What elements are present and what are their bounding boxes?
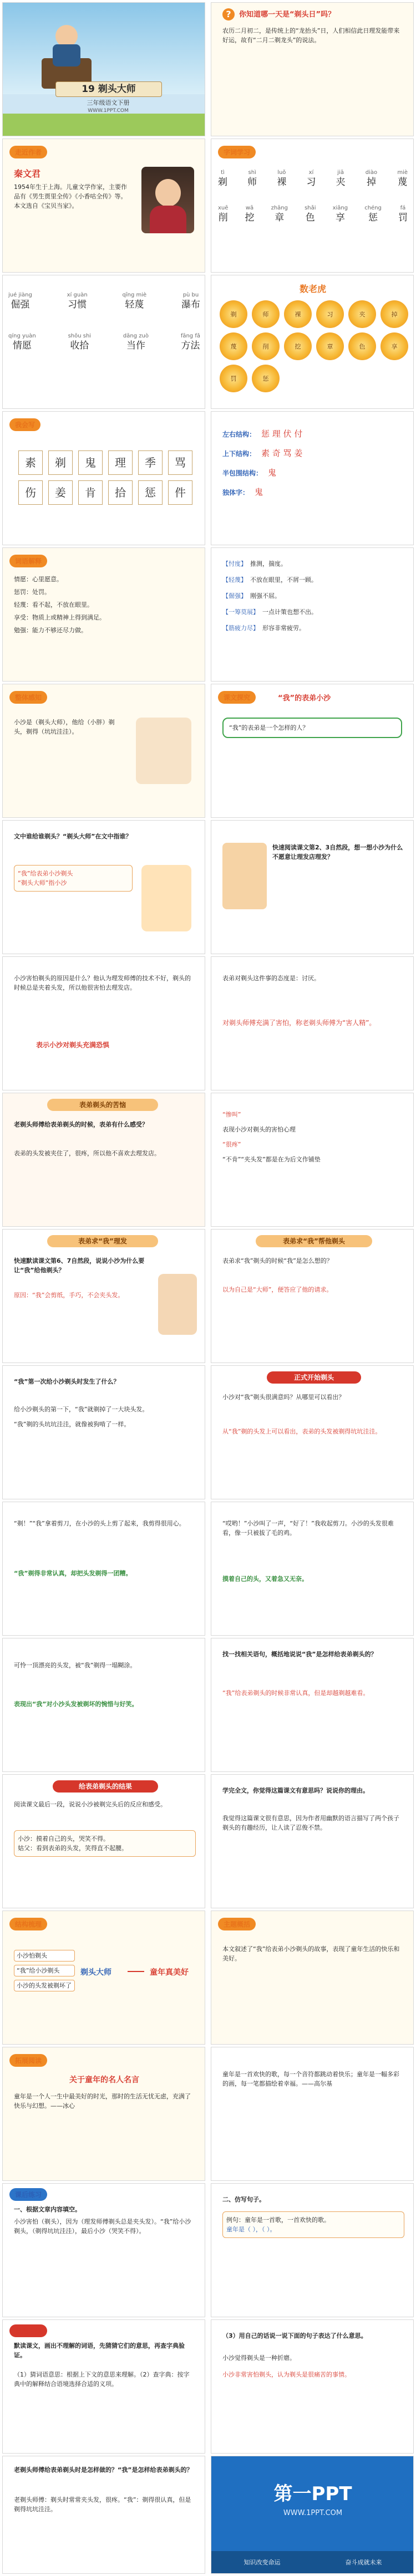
quote-text: 童年是一个人一生中最美好的时光，那时的生活无忧无虑，充满了快乐与幻想。——冰心 (14, 2093, 191, 2109)
term-label: 【忖度】 (222, 560, 247, 567)
tiger-grid (220, 300, 408, 392)
overview-text: 小沙是（剃头大师），他给（小胖）剃头，剃得（坑坑洼洼）。 (14, 719, 115, 735)
term-definition: 一点计策也想不出。 (262, 608, 317, 616)
slide-35-homework[interactable] (2, 2319, 205, 2454)
slide-37-compare[interactable] (2, 2456, 205, 2574)
hanzi: 瀑布 (181, 299, 200, 310)
word-cell (68, 333, 92, 352)
slide-34-imitate[interactable] (211, 2183, 414, 2317)
pinyin: xuē (218, 205, 229, 211)
write-tile: 季 (138, 450, 163, 475)
question-text: 老剃头师傅给表弟剃头时是怎样做的？“我”是怎样给表弟剃头的？ (14, 2466, 193, 2473)
answer-text: 表示小沙对剃头充满恐惧 (36, 1041, 110, 1049)
answer-text: 以为自己是“大师”，便答应了他的请求。 (222, 1286, 333, 1293)
character-row (218, 205, 408, 224)
section-header: “我”的表弟小沙 (278, 694, 331, 703)
tiger-flower[interactable]: 习 (316, 300, 344, 328)
answer-text: “我”给表弟剃头的时候非常认真，但是却越剃越难看。 (222, 1689, 369, 1697)
arrow-line (128, 1971, 144, 1972)
structure-center: 剃头大师 (80, 1968, 111, 1977)
hanzi: 削 (218, 212, 228, 223)
hanzi: 享 (335, 212, 345, 223)
vocab-item: 勉强：能力不够还尽力做。 (14, 627, 87, 634)
pinyin: fāng fǎ (180, 333, 200, 339)
word-cell (181, 292, 200, 311)
slide-12-explore[interactable] (211, 684, 414, 818)
answer-box (14, 1830, 196, 1857)
passage-text: “剃！”“我”拿着剪刀，在小沙的头上剪了起来，我剪得很用心。 (14, 1520, 185, 1527)
slogan-2: 奋斗成就未来 (345, 2559, 382, 2566)
character-cell (333, 205, 348, 224)
slide-13-who[interactable] (2, 820, 205, 954)
term-row (222, 607, 403, 617)
word-row (8, 292, 200, 311)
answer-text: （1）猜词语意思：根据上下文的意思来理解。（2）查字典：按字典中的解释结合语境选择合适的义项。 (14, 2371, 190, 2388)
character-grid (218, 170, 408, 240)
slide-1-title[interactable] (2, 2, 205, 136)
character-cell (336, 170, 346, 188)
tiger-flower[interactable]: 裸 (284, 300, 312, 328)
answer-2: 姑父：看到表弟的头发，笑得直不起腰。 (18, 1845, 128, 1852)
word-cell (8, 292, 32, 311)
passage-text: 可怜一顶漂亮的头发，被“我”剃得一塌糊涂。 (14, 1662, 136, 1669)
question-text: 小沙对“我”剃头很满意吗？从哪里可以看出？ (222, 1394, 345, 1401)
structure-item: “我”给小沙剃头 (14, 1965, 75, 1976)
slide-3-author[interactable] (2, 139, 205, 273)
tiger-flower[interactable]: 削 (252, 332, 280, 360)
slide-5-words[interactable] (2, 275, 205, 409)
tiger-flower[interactable]: 罚 (220, 365, 247, 392)
section-header: 正式开始剃头 (267, 1371, 361, 1384)
slogan-1: 知识改变命运 (243, 2559, 281, 2566)
example-box (222, 2211, 404, 2238)
author-bio: 1954年生于上海。儿童文学作家，主要作品有《男生贾里全传》《小香咕全传》等。本文选自《宝贝当家》。 (14, 183, 127, 209)
event-list (14, 1405, 195, 1435)
term-label: 【倔强】 (222, 592, 247, 600)
brand-url[interactable]: WWW.1PPT.COM (283, 2509, 343, 2517)
pinyin: miè (397, 170, 408, 176)
hanzi: 掉 (366, 177, 376, 188)
slide-7-write[interactable] (2, 411, 205, 545)
question-heading: 你知道哪一天是“剃头日”吗？ (239, 11, 336, 19)
hanzi: 收拾 (70, 340, 89, 351)
example-text: 例句：童年是一首歌，一首欢快的歌。 (226, 2216, 330, 2224)
question-text: 老剃头师傅给表弟剃头的时候，表弟有什么感受？ (14, 1121, 148, 1128)
slide-19-request[interactable] (2, 1229, 205, 1363)
write-tile: 拾 (108, 480, 133, 505)
character-cell (364, 205, 382, 224)
note-item: 表现小沙对剃头的害怕心理 (222, 1126, 296, 1133)
section-tag: 整体感知 (9, 691, 47, 704)
tiger-flower[interactable]: 挖 (284, 332, 312, 360)
tiger-flower[interactable]: 掉 (381, 300, 408, 328)
hanzi: 当作 (126, 340, 145, 351)
hanzi: 蔑 (398, 177, 408, 188)
hanzi: 夹 (336, 177, 346, 188)
question-text: 默读课文，画出不理解的词语，先猜猜它们的意思，再查字典验证。 (14, 2342, 185, 2359)
boy-illustration (141, 865, 191, 931)
answer-1: “我”给表弟小沙剃头 (18, 870, 73, 877)
character-cell (218, 170, 227, 188)
write-tile: 素 (18, 450, 43, 475)
answer-text: 从“我”剃的头发上可以看出，表弟的头发被剃得坑坑洼洼。 (222, 1428, 382, 1435)
answer-2: “剃头大师”指小沙 (18, 879, 67, 887)
question-text: 表弟求“我”剃头的时候“我”是怎么想的？ (222, 1257, 333, 1264)
slide-subtitle: 三年级语文下册 (87, 99, 130, 106)
word-cell (8, 333, 36, 352)
answer-text: 老剃头师傅：剃头时常常夹头发，很疼。“我”：剃得很认真，但是剃得坑坑洼洼。 (14, 2496, 191, 2513)
slide-11-overview[interactable] (2, 684, 205, 818)
structure-right: 童年真美好 (150, 1968, 189, 1977)
structure-chars: 鬼 (255, 487, 263, 497)
section-tag: 拓展阅读 (9, 2054, 47, 2067)
term-definition: 不放在眼里，不屑一顾。 (250, 576, 317, 583)
term-definition: 推测，揣度。 (250, 560, 287, 567)
question-box: “我”的表弟是一个怎样的人？ (222, 718, 402, 738)
vocab-list (14, 575, 195, 638)
slide-33-exercise[interactable] (2, 2183, 205, 2317)
hanzi: 情愿 (12, 340, 32, 351)
character-cell (245, 205, 255, 224)
write-tile: 剃 (48, 450, 73, 475)
theme-text: 本文叙述了“我”给表弟小沙剃头的故事，表现了童年生活的快乐和美好。 (222, 1945, 400, 1962)
passage-text: 表弟对剃头这件事的态度是：讨厌。 (222, 975, 320, 982)
note-list (222, 1110, 403, 1170)
author-name: 秦文君 (14, 168, 41, 179)
quote-text: 童年是一首欢快的歌，每一个音符都跳动着快乐；童年是一幅多彩的画，每一笔都描绘着幸福。——高尔基 (222, 2071, 399, 2087)
vocab-item: 惩罚：处罚。 (14, 588, 50, 596)
question-text: 二、仿写句子。 (222, 2196, 265, 2203)
section-tag: 词语解释 (9, 555, 47, 567)
note-item: “惨叫” (222, 1111, 241, 1118)
answer-text: 摸着自己的头，又着急又无奈。 (222, 1575, 308, 1583)
boy-illustration (158, 1274, 197, 1335)
section-tag: 字词学习 (218, 146, 256, 158)
hanzi: 习 (306, 177, 316, 188)
slide-28-opinion[interactable] (211, 1774, 414, 1908)
slide-20-help[interactable] (211, 1229, 414, 1363)
slide-36-sentence[interactable] (211, 2319, 414, 2454)
pinyin: jué jiàng (8, 292, 32, 298)
quote-title: 关于童年的名人名言 (69, 2076, 139, 2085)
slide-10-terms[interactable] (211, 547, 414, 682)
tiger-flower[interactable]: 剃 (220, 300, 247, 328)
question-text: （3）用自己的话说一说下面的句子表达了什么意思。 (222, 2332, 367, 2339)
pinyin: xí (308, 170, 314, 176)
character-cell (271, 205, 288, 224)
character-cell (305, 205, 316, 224)
question-text: 快速默读课文第6、7自然段，说说小沙为什么要让“我”给他剃头？ (14, 1257, 145, 1274)
word-grid (8, 292, 200, 374)
slide-title: 19 剃头大师 (55, 81, 162, 97)
word-cell (122, 292, 146, 311)
pinyin: shǎi (305, 205, 316, 211)
structure-chars: 鬼 (268, 468, 277, 478)
character-cell (397, 170, 408, 188)
question-text: 找一找相关语句，概括地说说“我”是怎样给表弟剃头的？ (222, 1651, 377, 1658)
question-text: 阅读课文最后一段，说说小沙被剃完头后的反应和感受。 (14, 1801, 166, 1808)
slide-6-tigers[interactable] (211, 275, 414, 409)
answer-text: 表弟的头发被夹住了，很疼，所以他不喜欢去理发店。 (14, 1150, 160, 1157)
fill-line: 童年是（ ），（ ）。 (226, 2226, 276, 2233)
tiger-flower[interactable]: 章 (316, 332, 344, 360)
write-tile: 件 (168, 480, 192, 505)
kids-illustration (136, 718, 191, 784)
tiger-flower[interactable]: 蔑 (220, 332, 247, 360)
answer-text: “我”剃得非常认真，却把头发剃得一团糟。 (14, 1570, 132, 1577)
section-header: 表弟求“我”理发 (47, 1235, 158, 1247)
section-header: 表弟求“我”帮他剃头 (256, 1235, 372, 1247)
pinyin: luǒ (277, 170, 286, 176)
answer-text: 表现出“我”对小沙头发被剃坏的惋惜与好笑。 (14, 1701, 138, 1708)
write-tile: 肯 (78, 480, 103, 505)
section-tag: 结构梳理 (9, 1918, 47, 1930)
hanzi: 裸 (277, 177, 287, 188)
section-tag: 主题概括 (218, 1918, 256, 1930)
pinyin: jiā (337, 170, 344, 176)
slide-27-result[interactable] (2, 1774, 205, 1908)
structure-label: 独体字： (222, 489, 250, 496)
hanzi: 色 (305, 212, 315, 223)
brand-banner[interactable] (211, 2456, 414, 2574)
note-item: “很疼” (222, 1141, 241, 1148)
passage-text: “哎哟！”小沙叫了一声，“好了！”我收起剪刀。小沙的头发很难看，像一只被拔了毛的鸡。 (222, 1520, 394, 1537)
slide-15-fear[interactable] (2, 956, 205, 1090)
event-item: “我”剃的头坑坑洼洼，就像被狗啃了一样。 (14, 1421, 130, 1428)
vocab-item: 情愿：心里愿意。 (14, 576, 63, 583)
question-text: “我”第一次给小沙剃头时发生了什么？ (14, 1378, 120, 1385)
write-tile: 鬼 (78, 450, 103, 475)
answer-box (14, 865, 133, 892)
slide-2-intro[interactable] (211, 2, 414, 136)
slide-30-theme[interactable] (211, 1911, 414, 2045)
pinyin: tì (221, 170, 225, 176)
slide-4-characters[interactable] (211, 139, 414, 273)
question-icon: ? (222, 8, 235, 21)
hanzi: 罚 (398, 212, 408, 223)
term-list (222, 559, 403, 639)
answer-text: 对剃头师傅充满了害怕，称老剃头师傅为“害人精”。 (222, 1019, 376, 1027)
write-tile: 伤 (18, 480, 43, 505)
section-tag: 走近作者 (9, 146, 47, 158)
term-row (222, 575, 403, 585)
slide-17-trouble[interactable] (2, 1093, 205, 1227)
slide-8-structure[interactable] (211, 411, 414, 545)
structure-label: 半包围结构： (222, 469, 263, 477)
structure-label: 左右结构： (222, 431, 256, 438)
character-cell (306, 170, 316, 188)
section-tag: 课后习题 (9, 2324, 47, 2337)
write-tile: 理 (108, 450, 133, 475)
pinyin: qíng yuàn (8, 333, 36, 339)
tiger-flower[interactable]: 惩 (252, 365, 280, 392)
slide-23-cut[interactable] (2, 1502, 205, 1636)
sentence-text: 小沙觉得剃头是一种折磨。 (222, 2354, 296, 2362)
intro-text: 农历二月初二，是传统上的“龙抬头”日，人们相信此日理发能带来好运，故有“二月二剃龙头”的说法。 (222, 27, 400, 44)
hanzi: 剃 (218, 177, 227, 188)
pinyin: dāng zuò (123, 333, 149, 339)
section-header: 表弟剃头的苦恼 (47, 1099, 158, 1111)
answer-text: 原因：“我”会剪纸，手巧，不会夹头发。 (14, 1292, 124, 1299)
word-cell (67, 292, 88, 311)
slide-24-ouch[interactable] (211, 1502, 414, 1636)
character-cell (366, 170, 377, 188)
slide-14-read[interactable] (211, 820, 414, 954)
reader-illustration (222, 843, 267, 909)
question-text: 文中谁给谁剃头？“剃头大师”在文中指谁？ (14, 833, 132, 840)
term-label: 【一筹莫展】 (222, 608, 259, 616)
pinyin: xí guàn (67, 292, 88, 298)
slide-9-vocab[interactable] (2, 547, 205, 682)
structure-item: 小沙怕剃头 (14, 1950, 75, 1962)
structure-label: 上下结构： (222, 450, 256, 458)
tiger-flower[interactable]: 色 (348, 332, 376, 360)
vocab-item: 轻蔑：看不起，不放在眼里。 (14, 601, 93, 608)
tiger-flower[interactable]: 享 (381, 332, 408, 360)
slide-22-start[interactable] (211, 1365, 414, 1499)
pinyin: diào (365, 170, 378, 176)
slide-21-first[interactable] (2, 1365, 205, 1499)
structure-row (222, 486, 403, 498)
character-cell (277, 170, 286, 188)
term-row (222, 623, 403, 633)
barber-illustration (25, 8, 108, 91)
section-tag: 我会写 (9, 418, 40, 431)
write-tile: 骂 (168, 450, 192, 475)
structure-chars: 素 奇 骂 姜 (261, 448, 303, 458)
structure-chars: 惩 理 伏 付 (261, 429, 303, 439)
pinyin: qīng miè (122, 292, 147, 298)
slide-16-attitude[interactable] (211, 956, 414, 1090)
answer-text: 我觉得这篇课文很有意思，因为作者用幽默的语言描写了两个孩子剃头的有趣经历，让人读了忍俊不禁。 (222, 1815, 399, 1831)
structure-row (222, 467, 403, 479)
fill-text: 小沙害怕（剃头），因为（理发师傅剃头总是夹头发）。“我”给小沙剃头，（剃得坑坑洼洼），最后小沙（哭笑不得）。 (14, 2218, 191, 2235)
section-header: 给表弟剃头的结果 (53, 1780, 158, 1793)
word-row (8, 333, 200, 352)
watermark: WWW.1PPT.COM (88, 108, 129, 114)
tiger-flower[interactable]: 师 (252, 300, 280, 328)
hanzi: 倔强 (11, 299, 30, 310)
structure-row (222, 428, 403, 440)
pinyin: shōu shi (68, 333, 92, 339)
reading-task: 快速阅读课文第2、3自然段，想一想小沙为什么不愿意让理发店理发？ (272, 844, 403, 861)
slide-26-summary[interactable] (211, 1638, 414, 1772)
structure-item: 小沙的头发被剃坏了 (14, 1980, 75, 1991)
term-row (222, 559, 403, 569)
write-tile: 惩 (138, 480, 163, 505)
term-definition: 形容非常疲劳。 (262, 624, 305, 632)
structure-list (222, 428, 403, 506)
pinyin: fá (400, 205, 406, 211)
hanzi: 方法 (181, 340, 200, 351)
write-grid (18, 450, 196, 505)
slide-31-quotes[interactable] (2, 2047, 205, 2181)
term-row (222, 591, 403, 601)
slide-32-quote[interactable] (211, 2047, 414, 2181)
vocab-item: 享受：物质上或精神上得到满足。 (14, 614, 105, 621)
pinyin: zhāng (271, 205, 288, 211)
write-tile: 姜 (48, 480, 73, 505)
hanzi: 习惯 (68, 299, 87, 310)
character-cell (398, 205, 408, 224)
author-photo (141, 167, 194, 233)
question-text: 学完全文，你觉得这篇课文有意思吗？说说你的理由。 (222, 1787, 369, 1794)
word-cell (123, 333, 149, 352)
answer-text: 小沙非常害怕剃头，认为剃头是很痛苦的事情。 (222, 2371, 351, 2378)
pinyin: shì (248, 170, 256, 176)
slide-18-notes[interactable] (211, 1093, 414, 1227)
tiger-flower[interactable]: 夹 (348, 300, 376, 328)
event-item: 给小沙剃头的第一下，“我”就剃掉了一大块头发。 (14, 1406, 149, 1413)
brand-logo: 第一PPT (273, 2483, 352, 2505)
pinyin: wā (245, 205, 254, 211)
hanzi: 挖 (245, 212, 255, 223)
hanzi: 轻蔑 (125, 299, 144, 310)
slide-25-pity[interactable] (2, 1638, 205, 1772)
passage-text: 小沙害怕剃头的原因是什么？他认为理发师傅的技术不好，剃头的时候总是夹着头发，所以他很害怕去理发店。 (14, 975, 191, 991)
character-cell (247, 170, 257, 188)
term-definition: 刚强不屈。 (250, 592, 281, 600)
note-item: “不肯”“夹头发”都是在为后文作铺垫 (222, 1156, 321, 1163)
term-label: 【轻蔑】 (222, 576, 247, 583)
hanzi: 师 (247, 177, 257, 188)
section-tag: 课文探究 (218, 691, 256, 704)
hanzi: 惩 (368, 212, 378, 223)
character-row (218, 170, 408, 188)
section-tag: 课后练习 (9, 2188, 47, 2201)
pinyin: xiǎng (332, 205, 348, 211)
structure-row (222, 448, 403, 459)
game-title: 数老虎 (299, 284, 326, 294)
brand-footer (211, 2551, 414, 2573)
slide-29-structure[interactable] (2, 1911, 205, 2045)
question-text: 一、根据文章内容填空。 (14, 2206, 81, 2213)
structure-left (14, 1950, 75, 1995)
character-cell (218, 205, 228, 224)
pinyin: chéng (364, 205, 382, 211)
pinyin: pù bu (182, 292, 199, 298)
word-cell (181, 333, 200, 352)
term-label: 【筋疲力尽】 (222, 624, 259, 632)
hanzi: 章 (275, 212, 285, 223)
answer-1: 小沙：摸着自己的头，哭笑不得。 (18, 1835, 109, 1842)
